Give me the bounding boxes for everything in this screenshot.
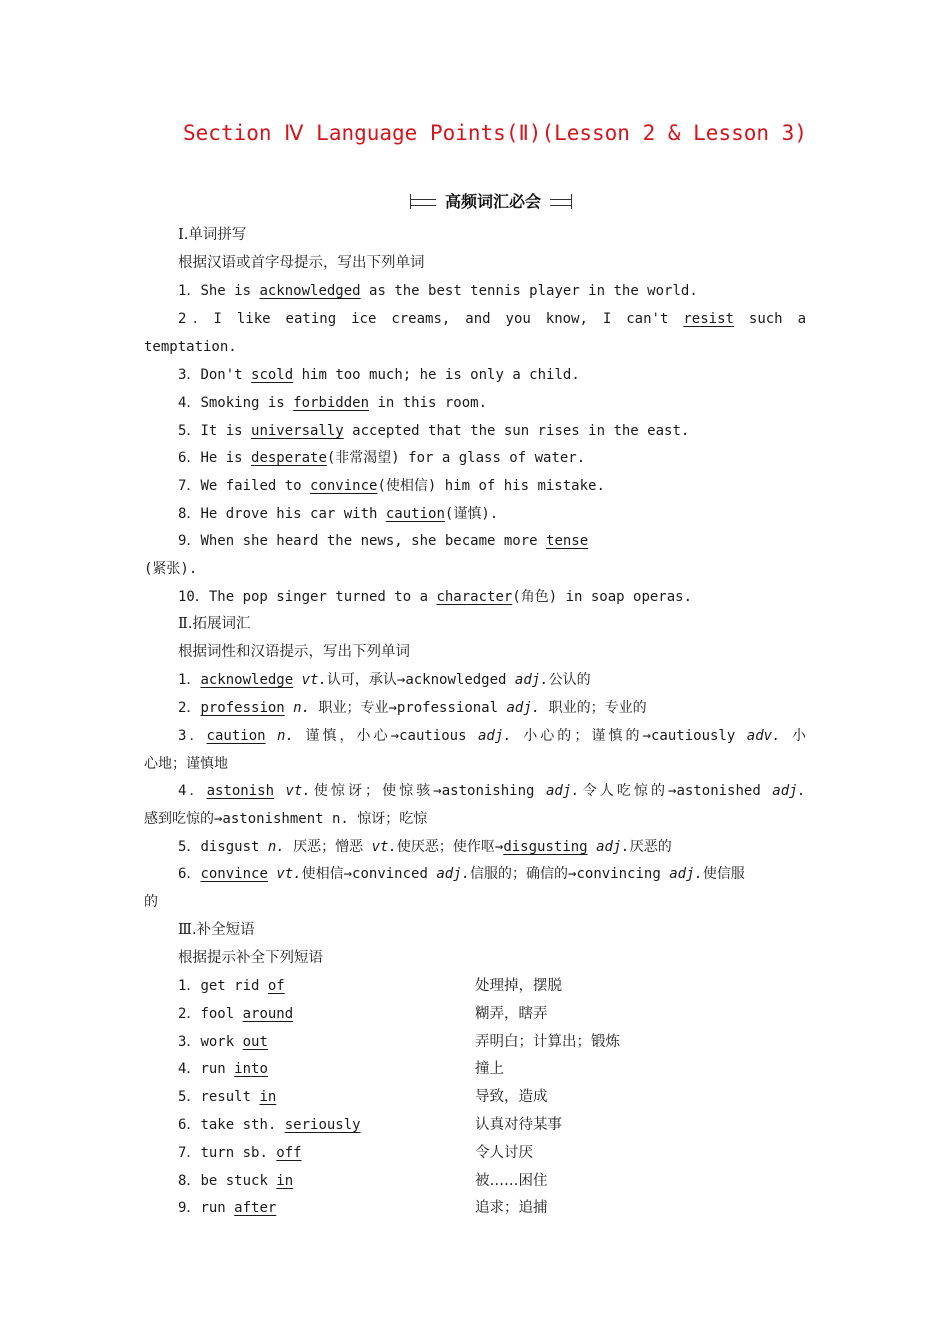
item-text: be stuck [200, 1172, 277, 1189]
answer-blank: into [234, 1061, 268, 1078]
item-text: such a [733, 311, 806, 327]
item-continuation: temptation. [144, 339, 237, 355]
item-continuation: 心地；谨慎地 [144, 756, 228, 772]
item-number: 5． [178, 1089, 201, 1106]
answer-blank: around [242, 1005, 294, 1022]
item-text: in this room. [369, 395, 488, 411]
question-item [178, 448, 585, 468]
part-of-speech: adj. [772, 783, 806, 799]
part-of-speech: adj. [545, 783, 580, 799]
section-banner [410, 192, 572, 214]
phrase-item [178, 1004, 293, 1024]
answer-blank: scold [251, 367, 294, 383]
part3-heading: Ⅲ.补全短语 [178, 922, 255, 938]
phrase-item [178, 1143, 302, 1163]
part-of-speech: vt. [285, 783, 311, 799]
answer-blank: disgusting [503, 839, 588, 855]
answer-blank: resist [683, 311, 734, 327]
item-text: accepted that the sun rises in the east. [343, 423, 690, 439]
item-number: 7． [178, 1144, 201, 1161]
page-title: Section Ⅳ Language Points(Ⅱ)(Lesson 2 & Lesson 3) [183, 121, 807, 145]
item-number: 8． [178, 1172, 201, 1189]
phrase-meaning: 导致，造成 [475, 1089, 548, 1106]
answer-blank: in [259, 1089, 277, 1106]
item-text: work [200, 1033, 243, 1050]
part2-instruction: 根据词性和汉语提示，写出下列单词 [178, 644, 410, 660]
item-text: 厌恶的 [629, 839, 672, 855]
item-text: 令人吃惊的→astonished [579, 783, 773, 799]
answer-blank: of [267, 978, 285, 994]
item-text: (角色) in soap operas. [512, 589, 693, 605]
item-text: 厌恶；憎恶 [284, 839, 372, 855]
item-text: 使相信→convinced [301, 866, 437, 882]
item-text: 认可，承认→acknowledged [326, 672, 515, 688]
part-of-speech: adv. [746, 728, 781, 744]
item-text: 公认的 [548, 672, 591, 688]
phrase-item [178, 1087, 276, 1107]
part1-instruction: 根据汉语或首字母提示，写出下列单词 [178, 255, 425, 271]
item-number: 4． [178, 783, 207, 799]
item-text: get rid [200, 978, 268, 994]
question-item [178, 504, 498, 524]
item-text: as the best tennis player in the world. [360, 283, 698, 299]
answer-blank: seriously [284, 1117, 361, 1133]
part-of-speech: adj. [506, 700, 541, 716]
phrase-meaning: 令人讨厌 [475, 1144, 533, 1161]
item-text: I like eating ice creams, and you know, I can't [213, 311, 684, 327]
phrase-item [178, 1198, 276, 1218]
item-number: 6． [178, 450, 201, 466]
item-text: It is [200, 423, 252, 439]
phrase-meaning: 认真对待某事 [475, 1117, 562, 1133]
part-of-speech: adj. [596, 839, 630, 855]
item-number: 6． [178, 866, 201, 882]
item-text: 使惊讶；使惊骇→astonishing [310, 783, 546, 799]
item-text: (谨慎). [444, 506, 499, 522]
item-number: 8． [178, 506, 201, 522]
answer-blank: convince [310, 478, 378, 494]
answer-blank: convince [200, 866, 268, 882]
vocab-item [178, 698, 647, 718]
vocab-item [178, 726, 806, 746]
item-text: He drove his car with [200, 506, 386, 522]
item-text: 使信服 [702, 866, 745, 882]
vocab-item [178, 837, 672, 857]
part-of-speech: n. [277, 728, 294, 744]
question-item [178, 587, 692, 607]
item-number: 2． [178, 1005, 201, 1022]
answer-blank: caution [385, 506, 445, 522]
item-continuation: 感到吃惊的→astonishment n. 惊讶；吃惊 [144, 811, 428, 827]
item-text: result [200, 1089, 260, 1106]
phrase-meaning: 被……困住 [475, 1172, 548, 1189]
phrase-meaning: 弄明白；计算出；锻炼 [475, 1033, 620, 1050]
answer-blank: desperate [251, 450, 327, 466]
answer-blank: forbidden [293, 395, 370, 411]
item-number: 6． [178, 1117, 201, 1133]
item-text: 谨慎，小心→cautious [293, 728, 478, 744]
item-text: 职业的；专业的 [540, 700, 647, 716]
part-of-speech: vt. [371, 839, 397, 855]
part-of-speech: adj. [478, 728, 512, 744]
question-item [178, 393, 487, 413]
answer-blank: acknowledged [259, 283, 361, 299]
phrase-item [178, 976, 285, 996]
question-item [178, 309, 806, 329]
item-text: 小 [780, 728, 806, 744]
answer-blank: astonish [206, 783, 274, 799]
item-text: He is [200, 450, 252, 466]
item-text: Don't [200, 367, 252, 383]
phrase-meaning: 追求；追捕 [475, 1200, 548, 1217]
item-text: disgust [200, 839, 268, 855]
part3-instruction: 根据提示补全下列短语 [178, 950, 323, 966]
answer-blank: in [276, 1172, 294, 1189]
answer-blank: caution [206, 728, 266, 744]
item-number: 3． [178, 728, 207, 744]
item-text: When she heard the news, she became more [200, 533, 547, 549]
item-number: 1． [178, 672, 201, 688]
phrase-item [178, 1115, 361, 1135]
item-text: run [200, 1200, 235, 1217]
item-text: 信服的；确信的→convincing [470, 866, 670, 882]
item-continuation: 的 [144, 894, 158, 910]
item-text: Smoking is [200, 395, 294, 411]
part2-heading: Ⅱ.拓展词汇 [178, 616, 251, 632]
vocab-item [178, 781, 806, 801]
item-continuation: (紧张). [144, 561, 198, 577]
item-number: 9． [178, 533, 201, 549]
item-number: 7． [178, 478, 201, 494]
item-text: 小心的；谨慎的→cautiously [511, 728, 747, 744]
part1-heading: Ⅰ.单词拼写 [178, 227, 247, 243]
answer-blank: off [276, 1144, 302, 1161]
question-item [178, 476, 605, 496]
item-number: 4． [178, 395, 201, 411]
item-number: 3． [178, 367, 201, 383]
vocab-item [178, 864, 745, 884]
answer-blank: tense [546, 533, 589, 549]
part-of-speech: vt. [276, 866, 302, 882]
question-item [178, 421, 689, 441]
item-text: (使相信) him of his mistake. [377, 478, 605, 494]
item-text: take sth. [200, 1117, 285, 1133]
item-number: 2． [178, 311, 214, 327]
item-number: 2． [178, 700, 201, 716]
part-of-speech: vt. [301, 672, 327, 688]
banner-label: 高频词汇必会 [436, 192, 550, 212]
phrase-meaning: 糊弄，瞎弄 [475, 1005, 548, 1022]
item-number: 3． [178, 1033, 201, 1050]
item-text: him too much; he is only a child. [293, 367, 580, 383]
answer-blank: acknowledge [200, 672, 294, 688]
item-text: She is [200, 283, 260, 299]
item-number: 4． [178, 1061, 201, 1078]
item-number: 10． [178, 589, 209, 605]
part-of-speech: n. [293, 700, 311, 716]
item-number: 1． [178, 283, 201, 299]
answer-blank: universally [251, 423, 344, 439]
item-text: turn sb. [200, 1144, 277, 1161]
phrase-item [178, 1171, 293, 1191]
item-text: run [200, 1061, 235, 1078]
item-text: (非常渴望) for a glass of water. [326, 450, 586, 466]
item-number: 5． [178, 423, 201, 439]
answer-blank: character [436, 589, 513, 605]
phrase-meaning: 处理掉，摆脱 [475, 978, 562, 994]
item-number: 9． [178, 1200, 201, 1217]
part-of-speech: n. [267, 839, 285, 855]
answer-blank: profession [200, 700, 285, 716]
item-text: We failed to [200, 478, 311, 494]
question-item [178, 281, 698, 301]
part-of-speech: adj. [436, 866, 471, 882]
part-of-speech: adj. [514, 672, 549, 688]
item-number: 1． [178, 978, 201, 994]
item-text: 使厌恶；使作呕→ [396, 839, 504, 855]
item-text: The pop singer turned to a [208, 589, 437, 605]
item-number: 5． [178, 839, 201, 855]
question-item [178, 365, 580, 385]
item-text: fool [200, 1005, 243, 1022]
part-of-speech: adj. [669, 866, 703, 882]
phrase-meaning: 撞上 [475, 1061, 504, 1078]
question-item [178, 531, 588, 551]
answer-blank: out [242, 1033, 268, 1050]
answer-blank: after [234, 1200, 277, 1217]
phrase-item [178, 1032, 268, 1052]
item-text: 职业；专业→professional [310, 700, 507, 716]
phrase-item [178, 1059, 268, 1079]
vocab-item [178, 670, 591, 690]
